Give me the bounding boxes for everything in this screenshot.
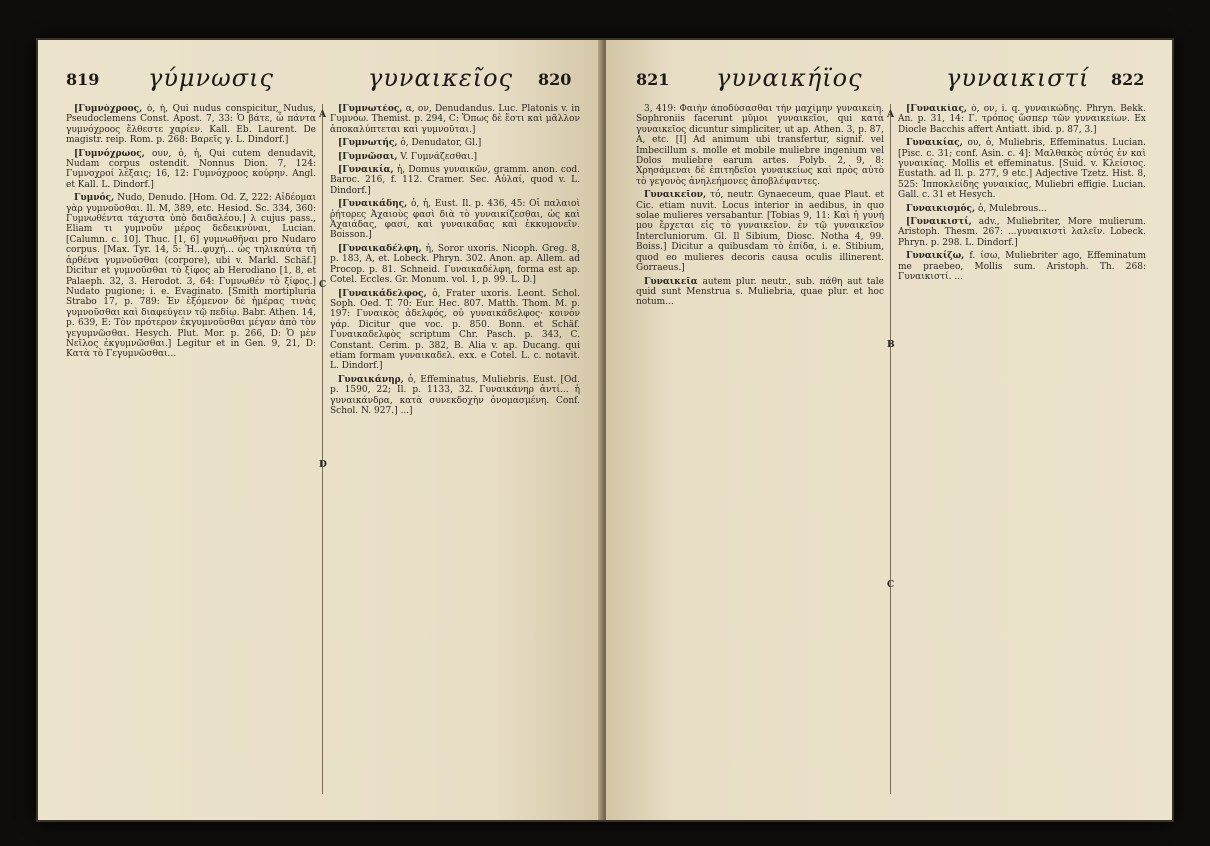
entry-text: τό, neutr. Gynaeceum, quae Plaut. et Cic. etiam nuvit. Locus interior in aedibus, in quo solae mulieres versabantur. [Tobias 9, 11: Καὶ ἡ γυνή μου ἔρχεται εἰς τὸ γυναικεῖον. ἐν τῷ γυναικεῖον Intercluniorum. Gl. Il Sibium, Diosc. Notha 4, 99. Boiss.] Dicitur a quibusdam τὸ ἐπίδα, i. e. Stibium, quod eo mulieres decoris causa oculis illinerent. Gorraeus.] [636,190,884,274]
dictionary-entry [898,138,1146,200]
dictionary-entry [66,104,316,146]
dictionary-entry [330,244,580,286]
running-head: γυναικεῖος [368,64,514,92]
entry-lemma: [Γυμνόχροος, [74,104,143,114]
dictionary-entry [330,104,580,135]
entry-text: Nudo, Denudo. [Hom. Od. Z, 222: Αἰδέομαι γὰρ γυμνοῦσθαι. Il. M, 389, etc. Hesiod. Sc. 334, 360: Γυμνωθέντα τάχιστα ὑπὸ δαιδαλέου.] λ cujus pass., Eliam τι γυμνοῦν μέρος δεδεικνύναι, Lucian. [Calumn. c. 10]. Thuc. [1, 6] γυμνωθῆναι pro Nudaro corpus. [Max. Tyr. 14, 5: Ἠ...φυχή... ὡς τηλικαύτα τῆ ἀρθένα γυμνοῦσθαι (corpore), ubi v. Markl. Schäf.] Dicitur et γυμνοῦσθαι τὸ ξίφος ab Herodiano [1, 8, et Palaeph. 32, 3. Herodot. 3, 64: Γυμνωθέν τὸ ξίφος.] Nudato pugione; i. e. Evaginato. [Smith mortipluria Strabo 17, p. 789: Ἐν ἐξόμενον δὲ ἡμέρας τινὰς γυμνοῦσθαι καὶ διαφεύγειν τῷ πεδίῳ. Babr. Athen. 14, p. 639, E: Τὸν πρότερον ἐκγυμνοῦσθαι μέγαν ἀπὸ τὸν γεγυμνῶσθαι. Hesych. Plut. Mor. p. 266, D: Ὁ μὲν Νεῖλος ἐκγυμνῶσθαι.] Legitur et in Gen. 9, 21, D: Κατὰ τὸ Γεγυμνῶσθαι... [66,193,316,360]
dictionary-entry [898,251,1146,282]
dictionary-entry [898,217,1146,248]
section-marker: C [887,580,895,590]
running-head: γύμνωσις [148,64,274,92]
entry-lemma: Γυναικισμός, [906,203,976,214]
entry-lemma: [Γυμνωτέος, [338,104,403,114]
entry-lemma: Γυναικεῖον, [644,190,707,201]
entry-text: 3, 419: Φαιὴν ἀποδύσασθαι τὴν μαχίμην γυναικείη. Sophroniis facerunt μῦμοι γυναικεῖοι, qui κατὰ γυναικεῖος dicuntur simpliciter, ut ap. Athen. 3, p. 87, A, etc. [I] Ad animum ubi transfertur, signif. vel Imbecillum s. molle et mobile muliebre ingenium vel Dolos muliebre earum artes. Polyb. 2, 9, 8: Χρησάμεναι δὲ ἐπιτηδεῖοι γυναικείως καὶ πρὸς αὐτὸ τὸ γεγονὸς ἀνηλεήμονες ἀποβλέψαντες. [636,104,884,187]
entry-text: f. ίσω, Muliebriter ago, Effeminatum me praebeo, Mollis sum. Aristoph. Th. 268: Γυναικιστί. ... [898,251,1146,283]
entry-lemma: [Γυναικίας, [906,104,968,114]
text-column [636,104,884,794]
column-rule [890,104,891,794]
dictionary-entry [330,165,580,196]
entry-lemma: [Γυναικιστί, [906,217,972,228]
entry-lemma: Γυναικίας, [906,138,963,149]
dictionary-entry [330,289,580,372]
entry-text: adv., Muliebriter, More mulierum. Aristoph. Thesm. 267: ...γυναικιστὶ λαλεῖν. Lobeck. Phryn. p. 298. L. Dindorf.] [898,217,1146,248]
entry-lemma: [Γυναικαδέλφη, [338,243,422,254]
dictionary-entry [330,199,580,241]
entry-lemma: [Γυμνῶσαι, [338,151,398,162]
running-head: γυναικήϊος [716,64,863,92]
dictionary-entry [330,138,580,148]
entry-text: ὁ, ον, i. q. γυναικώδης. Phryn. Bekk. An. p. 31, 14: Γ. τρόπος ὥσπερ τῶν γυναικείων. Ex Diocle Bacchis affert Antiatt. ibid. p. 87, 3.] [898,104,1146,135]
section-marker: C [319,280,327,290]
entry-text: ἡ, Soror uxoris. Nicoph. Greg. 8, p. 183, A, et. Lobeck. Phryn. 302. Anon. ap. Allem. ad Procop. p. 81. Schneid. Γυναικαδέλφη, forma est ap. Cotel. Eccles. Gr. Monum. vol. 1, p. 99. L. D.] [330,243,580,286]
dictionary-entry [330,375,580,417]
dictionary-entry [66,149,316,191]
entry-text: ὁ, Mulebrous... [977,203,1047,214]
right-page-header [606,62,1172,96]
column-rule [322,104,323,794]
page-number: 822 [1111,70,1145,89]
entry-lemma: Γυμνός, [74,193,115,204]
right-page [606,40,1172,820]
entry-text: ἡ, Domus γυναικῶν, gramm. anon. cod. Baroc. 216, f. 112. Cramer. Sec. Αὐλαί, quod v. L. Dindorf.] [330,165,580,196]
dictionary-entry [636,190,884,273]
entry-text: ὁ, ἡ, Eust. Il. p. 436, 45: Οἱ παλαιοὶ ῥήτορες Ἀχαιοὺς φασὶ διὰ τὸ γυναικίζεσθαι, ὡς καὶ Ἀχαιάδας, φασί, καὶ γυναικάδας καὶ ἐκκυμονεῖν. Boisson.] [330,199,580,241]
entry-lemma: Γυναικίζω, [906,251,965,262]
dictionary-entry [898,104,1146,135]
entry-lemma: [Γυναικάδης, [338,199,408,210]
section-marker: A [319,110,326,120]
entry-lemma: Γυναικάνηρ, [338,374,404,385]
dictionary-entry [66,193,316,360]
entry-lemma: Γυναικεῖα [644,276,698,287]
dictionary-entry [898,204,1146,214]
entry-text: autem plur. neutr., sub. πάθη aut tale quid sunt Menstrua s. Muliebria, quae plur. et hoc notum... [636,276,884,308]
page-number: 819 [66,70,100,89]
entry-text: V. Γυμνάζεσθαι.] [400,151,478,162]
entry-lemma: [Γυναικάδελφος, [338,288,427,299]
entry-lemma: [Γυμνωτής, [338,138,398,149]
dictionary-entry [636,104,884,187]
section-marker: B [887,340,895,350]
text-column [898,104,1146,794]
entry-text: ὁ, ἡ, Qui nudus conspicitur, Nudus, Pseudoclemens Const. Apost. 7, 33: Ὁ βάτε, ὦ πάντα γυμνόχροος ἔλθεστε χαρίεν. Kall. Eb. Laurent. De magistr. reip. Rom. p. 268: Βαρεῖς γ. L. Dindorf.] [66,104,316,146]
entry-text: ὁ, Denudator, Gl.] [400,138,482,149]
entry-text: ουν, ὁ, ἡ, Qui cutem denudavit, Nudam corpus ostendit. Nonnus Dion. 7, 124: Γυμνοχροί λέξαις; 16, 12: Γυμνόχροος κούρην. Angl. et Kall. L. Dindorf.] [66,148,316,190]
entry-lemma: [Γυναικία, [338,165,394,176]
entry-text: ὁ, Frater uxoris. Leont. Schol. Soph. Oed. T. 70: Eur. Hec. 807. Matth. Thom. M. p. 197: Γυναικὸς ἀδελφός, οὐ γυναικάδελφος· κοινὸν γάρ. Dicitur que voc. p. 850. Bonn. et Schäf. Γυναικαδελφὸς scriptum Chr. Pasch. p. 343, C. Constant. Cerim. p. 382, B. Alia v. ap. Ducang. qui etiam formam γυναικαδελ. exx. e Cotel. L. c. notavit. L. Dindorf.] [330,288,580,372]
dictionary-entry [636,277,884,308]
running-head: γυναικιστί [946,64,1090,92]
text-column [330,104,580,794]
page-number: 821 [636,70,670,89]
section-marker: D [319,460,327,470]
entry-text: α, ον, Denudandus. Luc. Platonis v. in Γυμνόω. Themist. p. 294, C: Ὅπως δὲ ἔστι καὶ μᾶλλον ἀποκαλύπτεται καὶ γυμνοῦται.] [330,104,580,135]
entry-text: ὁ, Effeminatus, Muliebris. Eust. [Od. p. 1590, 22; Il. p. 1133, 32. Γυναικάνηρ ἀντί... ἡ γυναικάνδρα, κατὰ συνεκδοχὴν ὀνομασμένη. Conf. Schol. N. 927.] ...] [330,374,580,416]
left-page-header [38,62,604,96]
book-spread [38,40,1172,820]
left-page [38,40,604,820]
entry-text: ου, ὁ, Muliebris, Effeminatus. Lucian. [Pisc. c. 31; conf. Asin. c. 4]: Μαλθακὸς αὐτός ἐν καὶ γυναικίας. Mollis et effeminatus. [Suid. v. Κλείσιος. Eustath. ad Il. p. 277, 9 etc.] Adjective Tzetz. Hist. 8, 525: Ἱπποκλείδης γυναικίας, Muliebri effigie. Lucian. Gall. c. 31 et Hesych. [898,138,1146,201]
entry-lemma: [Γυμνόχρωος, [74,148,145,159]
section-marker: A [887,110,894,120]
text-column [66,104,316,794]
page-number: 820 [538,70,572,89]
dictionary-entry [330,152,580,162]
